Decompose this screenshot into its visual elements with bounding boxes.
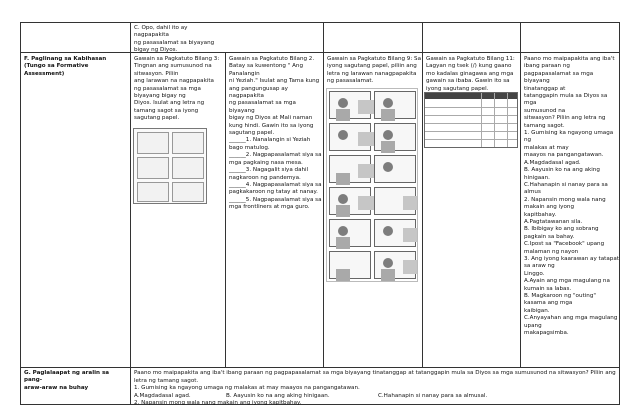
row-f-col5-text: Paano mo maipapakita ang iba't ibang paraan ng pagpapasalamat sa mga biyayang tinatanggap at tatanggapin mula sa Diyos sa mga sumusunod na sitwasyon? Piliin ang letra ng tamang sagot. 1. Gumising ka ngayong umaga ng malakas at may maayos na pangangatawan. A.Magdadasal agad. B. Aayusin ko na ang aking hinigaan. C.Hahanapin si nanay para sa almus 2. Napansin mong wala nang makain ang iyong kapitbahay. A.Pagtatawanan sila. B. Ibibigay ko ang sobrang pagkain sa bahay. C.Ipost sa "Facebook" upang malaman ng nayon 3. Ang iyong kaarawan ay tatapat sa araw ng Linggo. A.Ayain ang mga magulang na kumain sa labas. B. Magkaroon ng "outing" kasama ang mga kaibigan. C.Anyayahan ang mga magulang upang makapagsimba. [524,56,619,337]
row-g-option-a: A.Magdadasal agad. [134,392,191,399]
col-divider-4 [520,22,521,367]
row-g-line3: 1. Gumising ka ngayong umaga ng malakas at may maayos na pangangatawan. [134,385,360,391]
row-divider-g [20,367,620,368]
col4-checklist-image [424,92,518,148]
row-f-col2-text: Gawain sa Pagkatuto Bilang 2. Batay sa kuwentong " Ang Panalangin ni Yeziah." Isulat ang Tama kung ang pangungusap ay nagpapakita ng pasasalamat sa mga biyayang bigay ng Diyos at Mali naman kung hindi. Gawin ito sa iyong sagutang papel. ______1. Nanalangin si Yeziah bago matulog. ______2. Nagpapasalamat siya sa mga pagkaing nasa mesa. ______3. Nagagalit siya dahil nagkaroon ng pandemya. ______4. Nagpapasalamat siya sa pagkakaroon ng tatay at nanay. ______5. Nagpapasalamat siya sa mga frontliners at mga guro. [229,56,322,211]
row-divider-top [20,52,620,53]
row-g-line1: Paano mo maipapakita ang iba't ibang paraan ng pagpapasalamat sa mga biyayang tinatanggap at tatanggapin mula sa Diyos sa mga sumusunod na sitwasyon? Piliin ang [134,370,616,376]
row-g-label: G. Paglalaapat ng aralin sa pang- araw-araw na buhay [24,370,110,391]
row-g-option-b: B. Aayusin ko na ang aking hinigaan. [226,392,330,399]
row-f-col1-text: Gawain sa Pagkatuto Bilang 3: Tingnan ang sumusunod na sitwasyon. Piliin ang larawan na nagpapakita ng pasasalamat sa mga biyayang bigay ng Diyos. Isulat ang letra ng tamang sagot sa iyong sagutang papel. [134,56,220,122]
col3-picture-choices [326,88,418,282]
col-divider-label [130,22,131,405]
col-divider-2 [323,22,324,367]
row-f-col4-text: Gawain sa Pagkatuto Bilang 11: Lagyan ng tsek (/) kung gaano mo kadalas ginagawa ang mga gawain sa ibaba. Gawin ito sa iyong sagutang papel. [426,56,515,92]
col1-situation-image [133,128,207,204]
row-g-line5: 2. Napansin mong wala nang makain ang iyong kapitbahay. [134,400,302,406]
row-f-col3-text: Gawain sa Pagkatuto Bilang 9: Sa iyong sagutang papel, piliin ang letra ng larawan nanagpapakita ng pasasalamat. [327,56,422,85]
row-f-label: F. Paglinang sa Kabihasan (Tungo sa Formative Assessment) [24,56,107,77]
col-divider-3 [422,22,423,367]
row-g-line2: letra ng tamang sagot. [134,377,199,384]
prev-row-text: C. Opo, dahil ito ay nagpapakita ng pasasalamat sa biyayang bigay ng Diyos. [134,25,215,54]
row-g-option-c: C.Hahanapin si nanay para sa almusal. [378,392,488,399]
col-divider-1 [225,52,226,367]
